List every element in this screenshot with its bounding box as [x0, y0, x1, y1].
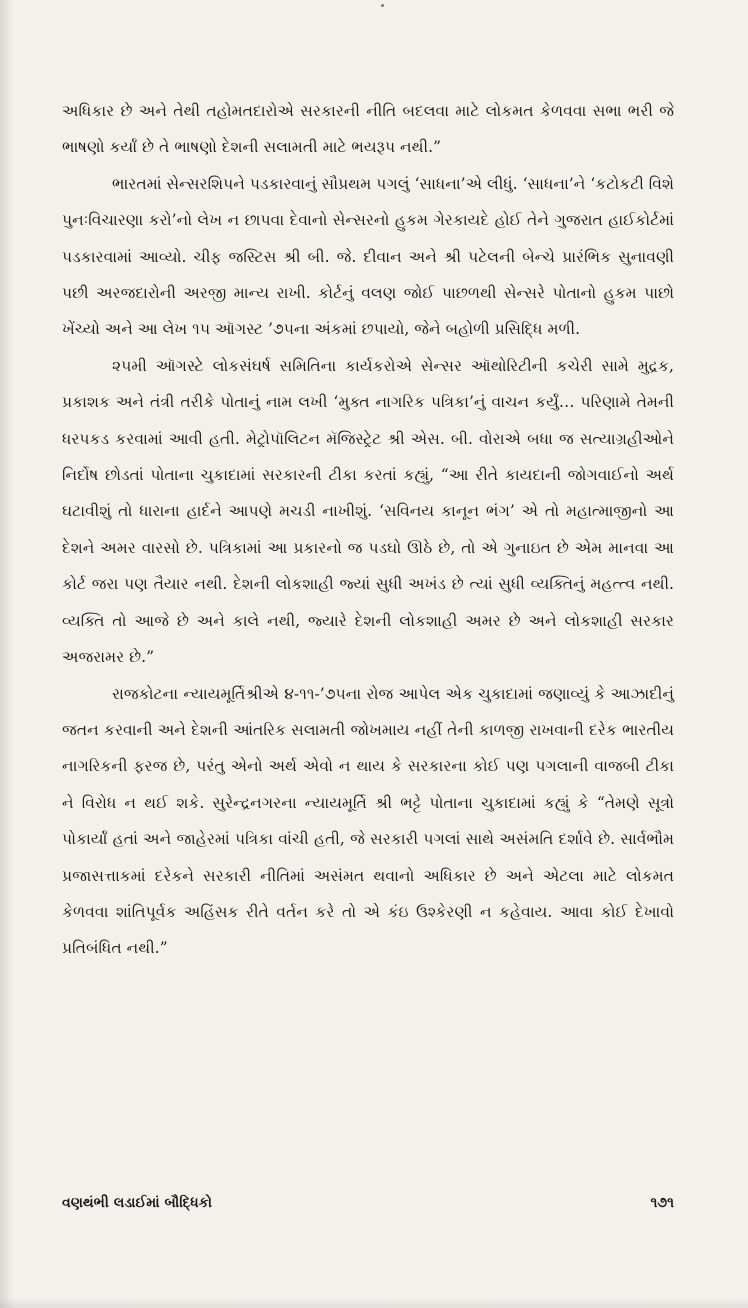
paragraph-4: રાજકોટના ન્યાયમૂર્તિશ્રીએ ૪-૧૧-’૭૫ના રોજ આપેલ એક ચુકાદામાં જણાવ્યું કે આઝાદીનું જતન કરવાની અને દેશની આંતરિક સલામતી જોખમાય નહીં તેની કાળજી રાખવાની દરેક ભારતીય નાગરિકની ફરજ છે, પરંતુ એનો અર્થ એવો ન થાય કે સરકારના કોઈ પણ પગલાની વાજબી ટીકા ને વિરોધ ન થઈ શકે. સુરેન્દ્રનગરના ન્યાયમૂર્તિ શ્રી ભટ્ટે પોતાના ચુકાદામાં કહ્યું કે “તેમણે સૂત્રો પોકાર્યાં હતાં અને જાહેરમાં પત્રિકા વાંચી હતી, જે સરકારી પગલાં સાથે અસંમતિ દર્શાવે છે. સાર્વભૌમ પ્રજાસત્તાકમાં દરેકને સરકારી નીતિમાં અસંમત થવાનો અધિકાર છે અને એટલા માટે લોકમત કેળવવા શાંતિપૂર્વક અહિંસક રીતે વર્તન કરે તો એ કંઇ ઉશ્કેરણી ન કહેવાય. આવા કોઈ દેખાવો પ્રતિબંધિત નથી.”	[62, 684, 674, 958]
paragraph-1: અધિકાર છે અને તેથી તહોમતદારોએ સરકારની નીતિ બદલવા માટે લોકમત કેળવવા સભા ભરી જે ભાષણો કર્યાં છે તે ભાષણો દેશની સલામતી માટે ભયરૂપ નથી.”	[62, 102, 674, 157]
footer-book-title: વણથંભી લડાઈમાં બૌદ્ધિકો	[62, 1195, 213, 1211]
paper-speck	[381, 4, 384, 7]
page-bottom-shade	[0, 1298, 748, 1308]
paragraph-3: ૨૫મી ઑગસ્ટે લોકસંઘર્ષ સમિતિના કાર્યકરોએ સેન્સર ઑથોરિટીની કચેરી સામે મુદ્રક, પ્રકાશક અને તંત્રી તરીકે પોતાનું નામ લખી ‘મુક્ત નાગરિક પત્રિકા’નું વાચન કર્યું… પરિણામે તેમની ધરપકડ કરવામાં આવી હતી. મેટ્રોપૉલિટન મૅજિસ્ટ્રેટ શ્રી એસ. બી. વોરાએ બધા જ સત્યાગ્રહીઓને નિર્દોષ છોડતાં પોતાના ચુકાદામાં સરકારની ટીકા કરતાં કહ્યું, “આ રીતે કાયદાની જોગવાઈનો અર્થ ઘટાવીશું તો ધારાના હાર્દને આપણે મચડી નાખીશું. ‘સવિનય કાનૂન ભંગ’ એ તો મહાત્માજીનો આ દેશને અમર વારસો છે. પત્રિકામાં આ પ્રકારનો જ પડઘો ઊઠે છે, તો એ ગુનાઇત છે એમ માનવા આ કોર્ટ જરા પણ તૈયાર નથી. દેશની લોકશાહી જ્યાં સુધી અખંડ છે ત્યાં સુધી વ્યક્તિનું મહત્ત્વ નથી. વ્યક્તિ તો આજે છે અને કાલે નથી, જ્યારે દેશની લોકશાહી અમર છે અને લોકશાહી સરકાર અજરામર છે.”	[62, 356, 674, 667]
page-edge-shadow	[0, 0, 14, 1308]
body-text	[62, 93, 674, 967]
page-footer	[62, 1195, 674, 1211]
footer-page-number: ૧૭૧	[650, 1195, 674, 1211]
paragraph-2: ભારતમાં સેન્સરશિપને પડકારવાનું સૌપ્રથમ પગલું ‘સાધના’એ લીધું. ‘સાધના’ને ‘કટોકટી વિશે પુનઃવિચારણા કરો’નો લેખ ન છાપવા દેવાનો સેન્સરનો હુકમ ગેરકાયદે હોઈ તેને ગુજરાત હાઈકોર્ટમાં પડકારવામાં આવ્યો. ચીફ જસ્ટિસ શ્રી બી. જે. દીવાન અને શ્રી પટેલની બેન્ચે પ્રારંભિક સુનાવણી પછી અરજદારોની અરજી માન્ય રાખી. કોર્ટનું વલણ જોઈ પાછળથી સેન્સરે પોતાનો હુકમ પાછો ખેંચ્યો અને આ લેખ ૧૫ ઑગસ્ટ ’૭૫ના અંકમાં છપાયો, જેને બહોળી પ્રસિદ્ધિ મળી.	[62, 174, 675, 339]
